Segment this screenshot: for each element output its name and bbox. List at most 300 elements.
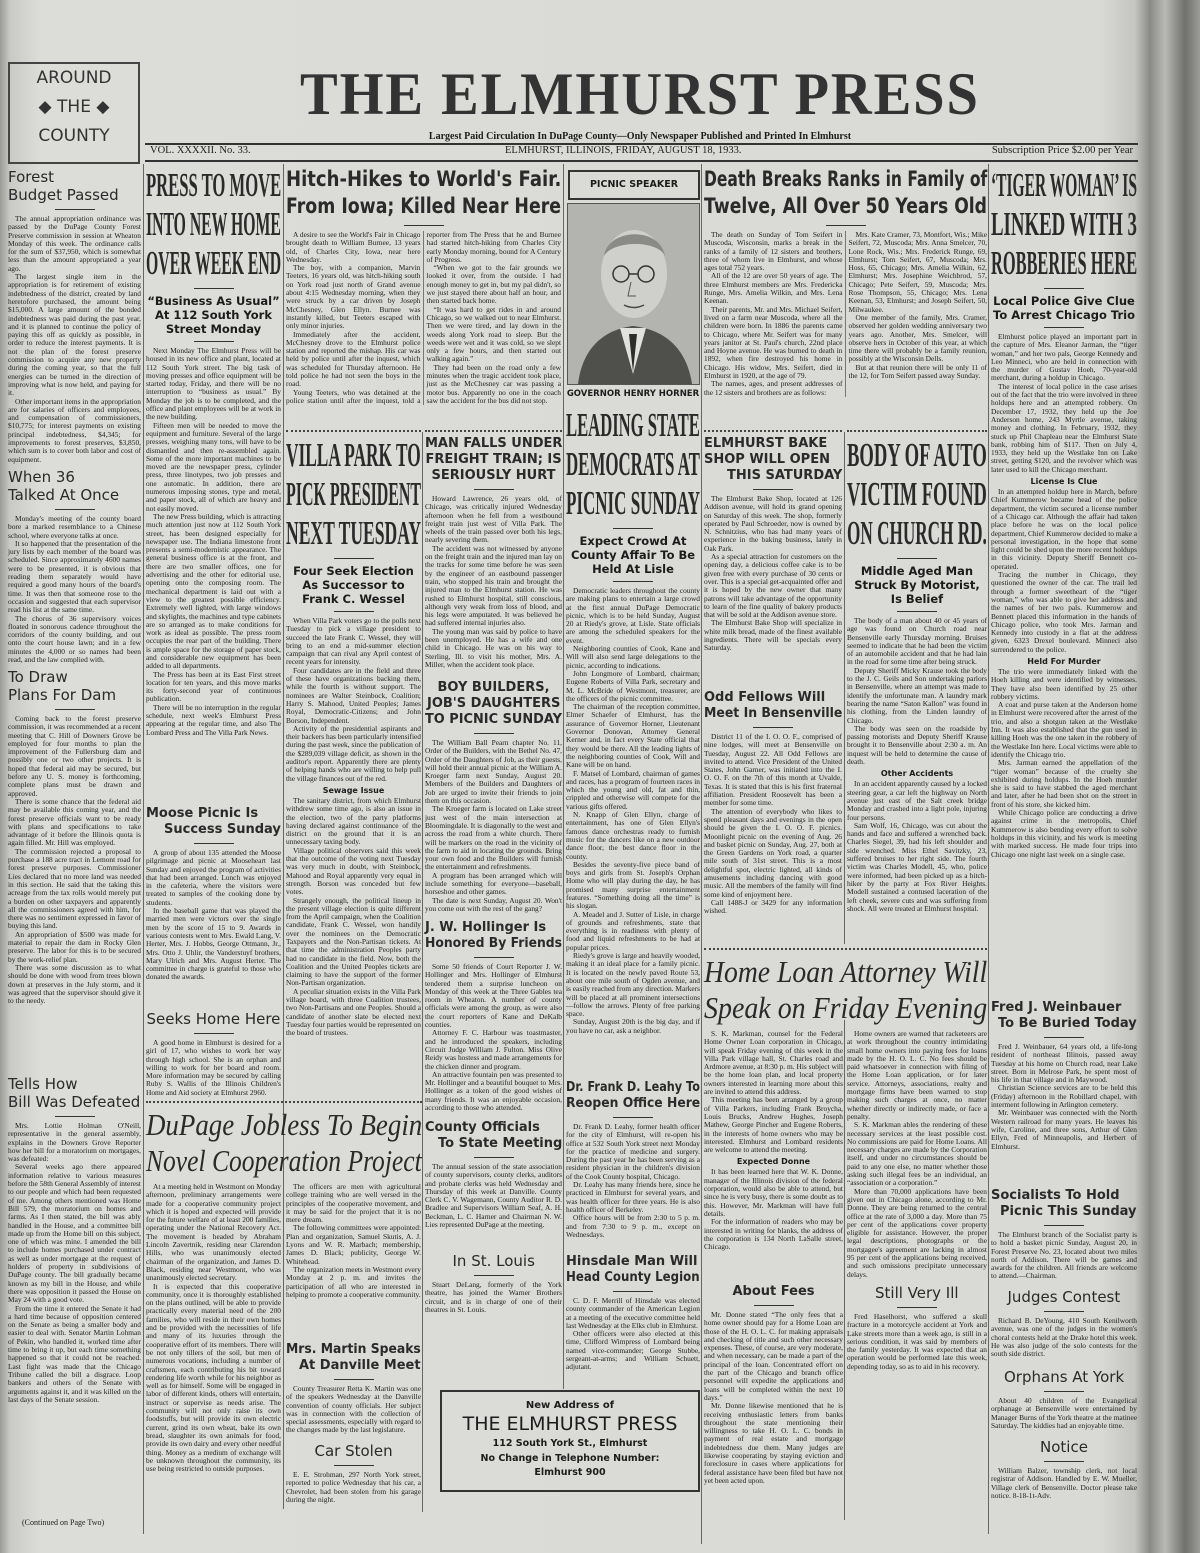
article-boy-builders-picnic (425, 680, 562, 913)
rule-dash (613, 1291, 653, 1292)
rule-dash (194, 341, 234, 342)
paragraph: Activity of the presidential aspirants and their backers has been particularly intensified during the past week, since the publication of the $289,039 village deficit, as shown in the auditor's report. Apparently there are plenty of helping hands who are willing to help pull the village finances out of the red. (286, 723, 421, 783)
headline (146, 166, 281, 283)
headline (146, 1010, 281, 1028)
headline-line: Fred J. Weinbauer (991, 1000, 1122, 1015)
paragraph: S. K. Markman ables the rendering of these necessary services at the least possible cost. No commissions are paid for Home Loans. All necessary charges are made by the Corporation itself, and under no circumstances should be paid to any one else, no matter whether those asking such illegal fees be an individual, an “association or a corporation.” (847, 1120, 987, 1188)
headline-line: Home Loan Attorney Will (704, 954, 988, 989)
paragraph: A peculiar situation exists in the Villa Park village board, with three Coalition trustees, two Non-Partisans and one Peoples. Should a candidate of another slate be elected next Tuesday four parties would be represented on the board of trustees. (286, 986, 421, 1038)
rule-dash (55, 1116, 95, 1117)
paragraph: The boy, with a companion, Marvin Teeters, 16 years old, was hitch-hiking south on York road just north of Grand avenue about 4:15 Wednesday morning, when they were struck by a car driven by Joseph McChesney, Glen Ellyn. Burnee was instantly killed, but Teeters escaped with only minor injuries. (286, 263, 421, 331)
headline (286, 1342, 421, 1374)
paragraph: The William Ball Pearn chapter No. 11, Order of the Builders, with the Bethel No. 47, Order of the Daughters of Job, as their guests, will hold their annual picnic at the William A. Kroeger farm next Sunday, August 20. Members of the Builders and Daughters of Job are urged to invite their friends to join them on this occasion. (425, 738, 562, 806)
paragraph: In an attempted holdup here in March, before Chief Kummerow became head of the police department, the victim secured a license number of a Chicago car. Although the affair had taken place before he was on the local police department, Chief Kummerow decided to make a personal investigation, in the hope that some light could be shed upon the more recent holdups in this vicinity. Deputy Sheriff Bennett co-operated. (991, 487, 1137, 571)
newspaper-title-wrap (300, 60, 980, 128)
paragraph: For the information of readers who may be interested in writing for blanks, the address of the corporation is 134 North LaSalle street, Chicago. (704, 1217, 843, 1252)
rule-dash (1044, 1037, 1084, 1038)
rule-dash (334, 1379, 374, 1380)
headline-line: In St. Louis (452, 1252, 535, 1270)
headline-line: Plans For Dam (8, 686, 117, 704)
photo-caption: GOVERNOR HENRY HORNER (566, 389, 700, 399)
paragraph: The attention of everybody who likes to spend pleasant days and evenings in the open should be given the I. O. O. F. picnics. Moonlight picnic on the evening of Aug. 26 and basket picnic on Sunday, Aug. 27, both at the Green Gardens on York road, a quarter mile south of 31st street. This is a most delightful spot, electric lighted, all kinds of amusements including dancing with good music. All the members of the family will find some kind of enjoyment here. (704, 806, 842, 899)
paragraph: Tracing the number in Chicago, they questioned the owner of the car. The trail led through a former sweetheart of the “tiger woman,” who was able to give her address and the names of her two pals. Kummerow and Bennett placed this information in the hands of Chicago police, who took Mrs. Jarman and Kennedy into custody in a flat at the address given, 6323 Drexel boulevard. Minneci also surrendered to the police. (991, 570, 1137, 654)
article-body (847, 617, 987, 913)
paragraph: An appropriation of $500 was made for material to repair the dam in Rocky Glen preserve. The labor for this is to be secured by the work-relief plan. (8, 929, 141, 964)
article-when-36-talked (8, 468, 141, 664)
paragraph: The date is next Sunday, August 20. Won't you come out with the rest of the gang? (425, 895, 562, 913)
article-body (425, 1163, 562, 1229)
paragraph: But at that reunion there will be only 11 of the 12, for Tom Seifert passed away Sunday. (848, 362, 987, 381)
paragraph: Neighboring counties of Cook, Kane and Will will also send large delegations to the picnic, according to indications. (566, 644, 700, 670)
paragraph: Fifteen men will be needed to move the equipment and furniture. Several of the large presses, weighing many tons, will have to be dismantled and then re-assembled again. Some of the more important machines to be moved are the newspaper press, cylinder press, three linotypes, two job presses and one automatic. In addition, there are numerous imposing stones, type and metal, and paper stock, all of which are heavy and not easily moved. (146, 420, 281, 513)
paragraph: The largest single item in the appropriation is for retirement of existing indebtedness of the district, created by land heretofore purchased, the amount being $15,000. A large amount of the bonded indebtedness was paid during the past year, and it is planned to continue the policy of paying this off as quickly as possible, in order to reduce the interest payments. It is not the plan of the forest preserve commission to acquire any new property during the coming year, so that the full energies can be turned in the direction of improving what is now held, and paying for it. (8, 272, 141, 398)
paragraph: There was some discussion as to what should be done with wood from trees blown down at preserves in the July storm, and it was agreed that the supervisor should give it to the needy. (8, 962, 141, 1006)
paragraph: The annual session of the state association of county supervisors, county clerks, auditors and probate clerks was held Wednesday and Thursday of this week at Danville. County Clerk C. V. Wagemann, County Auditor R. D. Bradlee and Supervisors William Seaf, A. H. Beckman, L. C. Harner and Chairman N. W. Lies represented DuPage at the meeting. (425, 1162, 562, 1230)
headline (425, 436, 562, 484)
article-dr-leahy (566, 1080, 700, 1239)
headline (991, 1368, 1137, 1386)
article-body (704, 733, 842, 916)
headline (991, 166, 1137, 283)
paragraph: Home owners are warned that racketeers are at work throughout the country intimidating small home owners into paying fees for loans made by the H. O. L. C. No fees should be paid whatsoever in connection with filing of the Home Loan application, or for later service. Attorneys, associations, realty and mortgage firms have been warned to stop making such charges at once, no matter whether directly or indirectly made, or face a penalty. (847, 1029, 987, 1121)
paragraph: Mr. Weinbauer was connected with the North Western railroad for many years. He leaves his wife, Caroline, and three sons, Arthur of Glen Ellyn, Fred of Minneapolis, and Herbert of Elmhurst. (991, 1108, 1137, 1151)
headline (8, 668, 141, 704)
paragraph: Sam Wolf, 16, Chicago, was cut about the hands and face and suffered a wrenched back. Charles Siegel, 39, had his left shoulder and side wrenched. Miss Ethel Savitzky, 23, suffered bruises to her right side. The fourth victim was Charles Modell, 45, who, police were informed, had been picked up as a hitch-hiker by the party at Fox River Heights. Modell sustained a contused laceration of the left cheek, severe cuts and was suffering from shock. All were treated at Elmhurst hospital. (847, 820, 987, 913)
article-body (286, 1471, 421, 1504)
paragraph: Attorney F. C. Harbour was toastmaster, and he introduced the speakers, including Circuit Judge William J. Fulton. Miss Olive Reidy was hostess and made arrangements for the chicken dinner and program. (425, 1028, 562, 1071)
headline (8, 1075, 141, 1111)
paragraph: Elmhurst police played an important part in the capture of Mrs. Eleanor Jarman, the “tiger woman,” and her two pals, George Kennedy and Leo Minneci, who are held in connection with the murder of Gustav Hoeh, 70-year-old merchant, during a holdup in Chicago. (991, 332, 1137, 383)
article-body (566, 587, 700, 1035)
article-body (286, 231, 561, 405)
headline-line: LINKED WITH 3 (991, 206, 1137, 243)
article-orphans-at-york (991, 1368, 1137, 1430)
headline-line: Notice (1040, 1438, 1088, 1456)
headline-line: To Be Buried Today (998, 1016, 1137, 1031)
tagline: Largest Paid Circulation In DuPage County—Only Newspaper Published and Printed In Elmhurst (428, 131, 852, 142)
paragraph: The sanitary district, from which Elmhurst withdrew some time ago, is also an issue in the election, two of the party platforms having declared against continuance of the district on the ground that it is an unnecessary taxing body. (286, 795, 421, 847)
rule-dash (334, 611, 374, 612)
article-county-officials (425, 1120, 562, 1229)
article-body (425, 739, 562, 913)
paragraph: The Press has been at its East First street location for ten years, and this move marks its forty-second year of continuous publication. (146, 669, 281, 704)
article-tiger-woman (991, 166, 1137, 859)
headline-line: Hinsdale Man Will (566, 1254, 698, 1269)
article-body (566, 1297, 700, 1372)
headline-line: Still Very Ill (875, 1284, 959, 1302)
paragraph: Dr. Leahy has many friends here, since he practiced in Elmhurst for several years, and was health officer for three years. He is also health officer of Berkeley. (566, 1180, 700, 1214)
headline-line: BOY BUILDERS, (437, 680, 550, 695)
continued-note: (Continued on Page Two) (22, 1518, 105, 1527)
rule-dash (1044, 1461, 1084, 1462)
paragraph: S. K. Markman, counsel for the Federal Home Owner Loan corporation in Chicago, will speak Friday evening of this week in the Villa Park village hall, St. Charles road and Ardmore avenue, at 8:30 p. m. His subject will be the home loan plan, and local property owners interested in learning more about this are invited to attend this address. (704, 1029, 843, 1097)
article-man-falls-under-train (425, 430, 562, 669)
headline-line: NEXT TUESDAY (286, 515, 422, 552)
article-notice (991, 1438, 1137, 1500)
paragraph: About 40 children of the Evangelical orphanage at Bensenville were entertained by Manager Burns of the York theatre at the matinee Saturday. The kiddies had an enjoyable time. (991, 1396, 1137, 1430)
paragraph: The young man was said by police to have been unemployed. He has a wife and one child in Chicago. He was on his way to Sterling, Ill. to visit his mother, Mrs. A. Miller, when the accident took place. (425, 626, 562, 669)
paragraph: John Longmore of Lombard, chairman; Eugene Roberts of Villa Park, secretary and M. L. McBride of Westmont, treasurer, are the officers of the picnic committee. (566, 668, 700, 703)
paragraph: The chorus of 36 supervisory voices floated in sonorous cadence throughout the corridors of the county building, and out onto the court house lawn; and in a few minutes the 4,000 or so names had been read, and the law complied with. (8, 613, 141, 665)
headline-line: THIS SATURDAY (727, 468, 843, 483)
paragraph: Deputy Sheriff Micky Krause took the body to the J. C. Geils and Son undertaking parlors in Bensenville, where an attempt was made to identify the unfortunate man. A laundry mark bearing the name “Saton Kallon” was found in his clothing, from the Linden laundry of Chicago. (847, 665, 987, 725)
paragraph: Mr. Donne stated “The only fees that a home owner should pay for a Home Loan are those of the H. O. L. C. for making appraisals and checking of title and such other necessary expenses. These, of course, are very moderate, and when necessary, can be made a part of the principal of the loan. Concentrated effort on the part of the Chicago and branch office personnel will expedite the applications and loans will be completed within the next 10 days.” (704, 1310, 843, 1402)
article-body (425, 963, 562, 1112)
headline-line: Tells How (8, 1075, 78, 1093)
paragraph: It is expected that this cooperative community, once it is thoroughly established on the plans outlined, will be able to provide practically every material need of the 200 families, who will reside in their own homes and be provided with the necessities of life and many of its luxuries through the cooperative effort of its members. There will be not only tillers of the soil, but men of numerous vocations, including a number of craftsmen, each contributing his bit toward rendering life worth while for his neighbor as well as for himself. Some will be engaged in labor of different kinds, others will entertain, instruct or supervise as needs arise. The community will not only raise its own foodstuffs, but will provide its own electric current, grind its own wheat, bake its own bread, slaughter its own animals for food, provide its own dairy and every other needful thing. Money as a medium of exchange will be unknown throughout the community, its use being restricted to outside purposes. (146, 1281, 281, 1474)
paragraph: In the baseball game that was played the married men were victors over the single men by the score of 15 to 9. Awards in various contests went to Mrs. Ewald Lang, V. Herter, Mrs. J. Hobbs, George Ottmann, Jr., Mrs. Otto J. Uhlir, the Vanderstuyf brothers, Mary Ulrich and Mrs. August Herter. The committee in charge is grateful to those who donated the awards. (146, 906, 281, 982)
article-home-loan-body-right (847, 1030, 987, 1279)
headline-line: To Draw (8, 668, 68, 686)
article-weinbauer-obituary (991, 1000, 1137, 1151)
rule-dash (194, 1033, 234, 1034)
rule-dash (897, 611, 937, 612)
headline-line: ‘TIGER WOMAN’ IS (991, 167, 1137, 204)
paragraph: Coming back to the forest preserve commission, it was recommended at a recent meeting that C. Hill of Downers Grove be employed for four months to plan the improvement of the Fullersburg dam and possibly one or two other projects. It is hoped that federal aid may be secured, but before any U. S. money is forthcoming, complete plans must be drawn and approved. (8, 714, 141, 798)
rule-dash (753, 489, 793, 490)
paragraph: Four candidates are in the field and three of these have organizations backing them, while the fourth is without support. The nominees are Walter Steinbock, Coalition; Harry S. Mahood, United Peoples; James Royal, Democratic-Citizens; and John Borson, Independent. (286, 665, 421, 725)
article-body (991, 1397, 1137, 1430)
subheadline: “Business As Usual” At 112 South York Street Monday (147, 294, 280, 336)
article-moose-picnic (146, 806, 281, 982)
headline-line: OVER WEEK END (146, 245, 282, 282)
rule-dash (474, 1157, 514, 1158)
rule-dash (334, 1465, 374, 1466)
paragraph: The Kroeger farm is located on Lake street just west of the main intersection at Bloomingdale. It is diagonally to the west and across the road from a white church. There will be markers on the road in the vicinity of the farm to aid in locating the grounds. Bring your own food and the Builders will furnish the entertainment and refreshments. (425, 804, 562, 872)
article-home-loan-continued (704, 1284, 843, 1485)
headline (566, 1080, 700, 1112)
column-rule (422, 432, 423, 1512)
article-car-stolen (286, 1442, 421, 1504)
paragraph: C. D. F. Merrill of Hinsdale was elected county commander of the American Legion at a meeting of the executive committee held last Wednesday at the Elks club in Elmhurst. (566, 1296, 700, 1330)
headline (286, 166, 561, 220)
date-line: ELMHURST, ILLINOIS, FRIDAY, AUGUST 18, 1933. (505, 145, 742, 156)
paragraph: Fred Haselhorst, who suffered a skull fracture in a motorcycle accident at York and Lake streets more than a week ago, is still in a serious condition, it was said by members of the family yesterday. It was expected that an operation would be performed late this week, depending today, so as to aid in his recovery. (847, 1312, 987, 1371)
article-body (8, 515, 141, 664)
headline (425, 1120, 562, 1152)
headline-line: Success Sunday (164, 822, 281, 837)
rule-dash (826, 225, 866, 226)
headline-line: Orphans At York (1004, 1368, 1125, 1386)
article-body (8, 1122, 141, 1404)
paragraph: Some 50 friends of Court Reporter J. W. Hollinger and Mrs. Hollinger of Elmhurst tendered them a surprise luncheon on Monday of this week at the Three Gables tea room in Wheaton. A number of county officials were among the group, as were also the court reporters of Kane and DeKalb counties. (425, 962, 562, 1030)
article-home-loan-body-left (704, 1030, 843, 1251)
headline-line: Budget Passed (8, 186, 119, 204)
paragraph: Several weeks ago there appeared information relative to various measures before the 58th General Assembly of interest to our people and which had been requested of me. Among others mentioned was Home Bill 579, the moratorium on homes and farms. As I then stated, the bill was ably handled in the House, and a committee bill made up from the Home bill on this subject, one of which was mine. I amended the bill to include homes purchased under contract as well as under mortgage at the request of holders of property in subdivisions of DuPage county. The bill gradually became known as my bill in the House, and while there was opposition it passed the House on May 24 with a good vote. (8, 1162, 141, 1305)
paragraph: Richard B. DeYoung, 410 South Kenilworth avenue, was one of the judges in the women's choral contests held at the Drake hotel this week. He was also judge of the solo contests for the south side district. (991, 1316, 1137, 1359)
paragraph: A coat and purse taken at the Anderson home in Elmhurst were recovered after the arrest of the trio, and also a shotgun taken at the Westlake Inn. It was also established that the gun used in killing Hoeh was the one taken in the robbery of the Westlake Inn here. Local victims were able to identify the Chicago trio. (991, 700, 1137, 759)
paragraph: The death on Sunday of Tom Seifert in Muscoda, Wisconsin, marks a break in the ranks of a family of 12 sisters and brothers, three of whom live in Elmhurst, and whose ages total 752 years. (704, 230, 843, 273)
paragraph: A. Meadel and J. Sutter of Lisle, in charge of grounds and refreshments, state that everything is in readiness with plenty of food and liquid refreshments to be had at popular prices. (566, 909, 700, 952)
paragraph: It has been learned here that W. K. Donne, manager of the Illinois division of the federal corporation, would also be able to attend, but since he is very busy, there is some doubt as to this. However, Mr. Markman will have full details. (704, 1167, 843, 1218)
rule-dash (55, 509, 95, 510)
headline (847, 1284, 987, 1302)
rule-dash (897, 558, 937, 559)
article-body (704, 1030, 843, 1251)
paragraph: Young Teeters, who was detained at the police station until after the inquest, told a reporter from The Press that he and Burnee had started hitch-hiking from Charles City early Monday morning, bound for A Century of Progress. (286, 230, 561, 405)
rule-dash (613, 528, 653, 529)
article-forest-budget (8, 168, 141, 464)
paragraph: The names, ages, and present addresses of the 12 sisters and brothers are as follows: (704, 379, 843, 397)
article-seeks-home (146, 1010, 281, 1097)
paragraph: The Elmhurst Bake Shop will specialize in white milk bread, made of the finest available ingredients. There will be specials every Saturday. (704, 618, 842, 653)
column-rule (988, 164, 989, 1534)
masthead-rule (145, 160, 1138, 162)
paragraph: Fred J. Weinbauer, 64 years old, a life-long resident of northeast Illinois, passed away Tuesday at his home on Church road, near Lake street. Born in Melrose Park, he spent most of his life in that village and in Maywood. (991, 1042, 1137, 1085)
paragraph: There will be no interruption in the regular schedule, next week's Elmhurst Press appearing at the regular time, and also The Lombard Press and The Villa Park News. (146, 702, 281, 737)
paragraph: It so happened that the presentation of the jury lists by each member of the board was scheduled. Since approximately 4600 names were to be presented, it is obvious that reading them separately would have required a good many hours of the board's time. It was then that someone rose to the occasion and suggested that each supervisor read his list at the same time. (8, 538, 141, 615)
headline-line: BODY OF AUTO (847, 437, 987, 474)
article-body-of-auto-victim (847, 430, 987, 913)
headline-line: LEADING STATE (566, 407, 700, 444)
portrait-image (568, 204, 699, 384)
picnic-speaker-label: PICNIC SPEAKER (568, 170, 700, 200)
article-body (704, 495, 842, 653)
headline-line: County Officials (425, 1120, 540, 1135)
paragraph: This meeting has been arranged by a group of Villa Parkers, including Frank Broycha, Louis Brucks, Andrew Hughes, Joseph Mathew, George Pincher and Eugene Roberts, in the interests of home owners who may be interested. Elmhurst and Lombard residents are welcome to attend the meeting. (704, 1095, 843, 1155)
headline-line: Talked At Once (8, 486, 120, 504)
paragraph: One member of the family, Mrs. Cramer, observed her golden wedding anniversary two years ago. Another, Mrs. Smelcer, will observe hers in October of this year, at which time there will probably be a family reunion, possibly at the Wisconsin Dells. (848, 312, 987, 364)
headline-line: ON CHURCH RD. (847, 515, 987, 552)
article-body (704, 231, 987, 397)
headline (991, 1438, 1137, 1456)
paragraph: The annual appropriation ordinance was passed by the DuPage County Forest Preserve commission in session at Wheaton Monday of this week. The ordinance calls for the sum of $37,950, which is somewhat less than the amount appropriated a year ago. (8, 214, 141, 273)
article-odd-fellows (704, 690, 842, 916)
new-address-street: 112 South York St., Elmhurst (492, 1438, 648, 1449)
paragraph: More than 70,000 applications have been given out in Chicago alone, according to Mr. Donne. They are being returned to the central office at the rate of 3,000 a day. More than 75 per cent of the applications cover property eligible for assistance. However, the proper legal descriptions, photographs or the mortgagee's agreement are lacking in almost 95 per cent of the applications being received, and such omissions precipitate unnecessary delays. (847, 1186, 987, 1279)
subscription-price: Subscription Price $2.00 per Year (991, 145, 1133, 156)
subheadline: Middle Aged Man Struck By Motorist, Is Belief (854, 564, 980, 606)
headline-line: When 36 (8, 468, 75, 486)
section-heading: Other Accidents (880, 769, 954, 779)
headline-line: Speak on Friday Evening (704, 990, 988, 1025)
headline-line: ELMHURST BAKE (704, 436, 828, 451)
paragraph: Democratic leaders throughout the county are making plans to entertain a large crowd at the first annual DuPage Democratic picnic, which is to be held Sunday, August 20 at Riedy's grove, at Lisle. State officials are among the scheduled speakers for the event. (566, 586, 700, 645)
headline (286, 436, 421, 553)
paragraph: The chairman of the reception committee, Elmer Schaefer of Elmhurst, has the assurance of Governor Horner, Lieutenant Governor Donovan, Attorney General Kerner and, in fact every State official that they would be there. All the leading lights of the neighboring counties of Cook, Will and Kane will be on hand. (566, 702, 700, 770)
rule-dash (474, 1275, 514, 1276)
paragraph: Immediately after the accident, McChesney drove to the Elmhurst police station and reported the mishap. His car was held by police until after the inquest, which was scheduled for Thursday afternoon. He told police he had not seen the boys in the road. (286, 329, 421, 389)
article-mrs-martin-speaks (286, 1342, 421, 1435)
new-address-title: THE ELMHURST PRESS (462, 1413, 678, 1435)
article-body (704, 1311, 843, 1485)
corner-box-word: THE (57, 97, 91, 117)
rule-dash (474, 489, 514, 490)
headline (566, 1254, 700, 1286)
paragraph: Mrs. Lottie Holman O'Neill, representative in the general assembly, explains in the Downers Grove Reporter how her bill for a moratorium on mortgages, was defeated: (8, 1121, 141, 1164)
article-body (991, 333, 1137, 859)
new-address-phone-label: No Change in Telephone Number: (480, 1453, 660, 1464)
headline (704, 166, 987, 220)
dateline-row (150, 145, 1133, 158)
headline (146, 1107, 422, 1179)
paragraph: Monday's meeting of the county board bore a marked resemblance to a Chinese school, where everyone talks at once. (8, 514, 141, 540)
column-rule (844, 1020, 845, 1520)
paragraph: William Balzer, township clerk, not local registrar of Addison. Handled by E. W. Mueller, Village clerk of Bensenville. Doctor please take notice. 8-18-1t-Adv. (991, 1466, 1137, 1500)
headline (425, 680, 562, 728)
headline-line: JOB'S DAUGHTERS (427, 696, 561, 711)
article-body (286, 1183, 421, 1299)
headline-line: J. W. Hollinger Is (425, 920, 547, 935)
paragraph: Christian Science services are to be held this (Friday) afternoon in the Robillard chapel, with interment following in Arlington cemetery. (991, 1083, 1137, 1110)
article-in-st-louis (425, 1252, 562, 1314)
column-rule (844, 432, 845, 944)
headline-line: To State Meeting (438, 1136, 563, 1151)
rule-dash (474, 733, 514, 734)
article-body (425, 495, 562, 669)
paragraph: Mrs. Jarman earned the appellation of the “tiger woman” because of the cruelty she exhibited during holdups. In the Hoeh murder she is said to have stabbed the aged merchant and later, after he had been shot on the street in front of his store, she kicked him. (991, 758, 1137, 809)
article-body (991, 1231, 1137, 1281)
headline-line: Picnic This Sunday (1000, 1204, 1137, 1219)
headline-line: SERIOUSLY HURT (431, 468, 556, 483)
new-address-line: New Address of (525, 1400, 615, 1411)
article-body (286, 617, 421, 1038)
paragraph: There is some chance that the federal aid may be available this coming year, and the forest preserve officials want to be ready with plans and specifications to take advantage of it before the Illinois quota is again filled. Mr. Hill was employed. (8, 796, 141, 848)
corner-box-line: AROUND (36, 68, 112, 88)
article-body (991, 1317, 1137, 1358)
article-press-to-move (146, 166, 281, 737)
article-body (847, 1030, 987, 1279)
headline (991, 1188, 1137, 1220)
rule-dash (1044, 1311, 1084, 1312)
headline-line: Death Breaks Ranks in Family of (704, 167, 988, 191)
rule-dash (753, 727, 793, 728)
around-the-county-box (8, 62, 140, 164)
headline-line: VILLA PARK TO (286, 437, 421, 474)
paragraph: Office hours will be from 2:30 to 5 p. m. and from 7:30 to 9 p. m., except on Wednesdays. (566, 1213, 700, 1239)
headline-line: Seeks Home Here (146, 1010, 281, 1028)
rule-dash (897, 1307, 937, 1308)
paragraph: County Treasurer Retta K. Martin was one of the speakers Wednesday at the Danville convention of county officials. Her subject was in connection with the collection of special assessments, especially with regard to the changes made by the last legislature. (286, 1384, 421, 1435)
paragraph: The following committees were appointed: Plan and organization, Samuel Skutis, A. J. Lyons and W. R. Marbach; membership, James D. Black; publicity, George W. Whitehead. (286, 1223, 421, 1266)
new-address-notice (440, 1390, 700, 1492)
paragraph: Mr. Donne likewise mentioned that he is receiving enthusiastic letters from banks throughout the state mentioning their willingness to take H. O. L. C. bonds in payment of real estate and mortgage indebtedness due them. Many judges are likewise cooperating by staying eviction and foreclosure in cases where applications for federal assistance have been filed but have not yet been acted upon. (704, 1401, 843, 1485)
article-body (8, 215, 141, 464)
article-hitch-hikes (286, 166, 561, 405)
headline-line: Dr. Frank D. Leahy To (566, 1080, 700, 1095)
headline-line: ROBBERIES HERE (991, 245, 1138, 282)
paragraph: Other officers were also elected at this time, Clifford Wimpress of Lombard being named vice-commander; George Stubbe, sergeant-at-arms; and William Schuett, adjutant. (566, 1329, 700, 1372)
headline-line: Forest (8, 168, 55, 186)
headline-line: About Fees (732, 1284, 815, 1299)
headline (566, 406, 700, 523)
headline-line: Novel Cooperation Project (146, 1143, 422, 1178)
article-villa-park (286, 430, 421, 1038)
paragraph: A group of about 135 attended the Moose pilgrimage and picnic at Mooseheart last Sunday and enjoyed the program of activities that had been arranged. Lunch was enjoyed in the cafeteria, where the visitors were treated to samples of the cooking done by students. (146, 848, 281, 907)
headline-line: Hitch-Hikes to World's Fair. (286, 167, 562, 191)
paragraph: “It was hard to get rides in and around Chicago, so we walked out to near Elmhurst. Then we were tired, and lay down in the weeds along York road to sleep. But the weeds were wet and it was cold, so we slept only a few hours, and then started out walking again.” (426, 304, 561, 364)
section-heading: Sewage Issue (322, 785, 385, 795)
article-still-very-ill (847, 1284, 987, 1371)
article-body (425, 1281, 562, 1314)
column-rule (143, 164, 144, 1534)
article-body (146, 1183, 281, 1473)
headline-line: TO PICNIC SUNDAY (425, 712, 562, 727)
headline (8, 168, 141, 204)
article-body (146, 347, 281, 737)
paragraph: Strangely enough, the political lineup in the present village election is quite different from the April campaign, when the Coalition candidate, Frank C. Wessel, won handily over the nominees on the Democratic Taxpayers and the Non-Partisan tickets. At that time the administration Peoples party had no candidate in the field. Now, both the Coalition and the United Peoples tickets are claiming to have the support of the former Non-Partisan organization. (286, 895, 421, 988)
article-body (8, 715, 141, 1005)
paragraph: Sunday, August 20th is the big day, and if you have no car, ask a neighbor. (566, 1017, 700, 1035)
rule-dash (1044, 288, 1084, 289)
article-judges-contest (991, 1288, 1137, 1358)
article-dupage-jobless-body-left (146, 1183, 281, 1473)
article-leading-democrats (566, 406, 700, 1035)
section-heading: License Is Clue (1030, 477, 1098, 487)
headline-line: At Danville Meet (299, 1358, 421, 1373)
section-heading: Expected Donne (736, 1157, 811, 1167)
paragraph: The body was seen on the roadside by passing motorists and Deputy Sheriff Krause brought it to Bensenville about 2:30 a. m. An inquest will be held to determine the cause of death. (847, 723, 987, 767)
rule-dash (404, 225, 444, 226)
headline-line: Judges Contest (1007, 1288, 1121, 1306)
headline-line: PRESS TO MOVE (146, 167, 282, 204)
section-heading: Held For Murder (1027, 656, 1101, 666)
paragraph: Other important items in the appropriation are for salaries of officers and employees, and compensation of commissioners, $10,775; for interest payments on existing principal indebtedness, $4,345; for improvements to forest preserves, $3,850, which sum is to cover both labor and cost of equipment. (8, 396, 141, 464)
headline-line: DuPage Jobless To Begin (146, 1107, 423, 1142)
article-home-loan-headline (704, 948, 987, 1026)
headline-line: Moose Picnic Is (146, 806, 259, 821)
article-body (146, 849, 281, 982)
rule-dash (55, 709, 95, 710)
column-rule (563, 164, 564, 1389)
paragraph: E. E. Strohman, 297 North York street, reported to police Wednesday that his car, a Chevrolet, had been stolen from his garage during the night. (286, 1470, 421, 1504)
paragraph: The commission rejected a proposal to purchase a 188 acre tract in Lemont road for forest preserve purposes. Commissioner Lies declared that no more land was needed in this section. He said that the taking this acreage from the tax rolls would merely put a burden on other taxpayers and apparently all the commissioners agreed with him, for there was no sentiment expressed in favor of buying this land. (8, 846, 141, 931)
paragraph: Call 1488-J or 3429 for any information wished. (704, 897, 842, 916)
paragraph: They had been on the road only a few minutes when the tragic accident took place, just as the McChesney car was passing a motor bus. Apparently no one in the coach saw the accident for the bus did not stop. (426, 362, 561, 405)
paragraph: When Villa Park voters go to the polls next Tuesday to pick a village president to succeed the late Frank C. Wessel, they will bring to an end a mid-summer election campaign that can rival any April contest of recent years for intensity. (286, 616, 421, 667)
rule-dash (1044, 1391, 1084, 1392)
paragraph: A desire to see the World's Fair in Chicago brought death to William Burnee, 13 years old, of Charles City, Iowa, near here Wednesday. (286, 230, 421, 264)
article-hollinger-honored (425, 920, 562, 1112)
paragraph: A good home in Elmhurst is desired for a girl of 17, who wishes to work her way through high school. She is an orphan and willing to work for her board and room. More information may be secured by calling Ruby S. Wallis of the Illinois Children's Home and Aid society at Elmhurst 2960. (146, 1038, 281, 1097)
paragraph: An attractive fountain pen was presented to Mr. Hollinger and a beautiful bouquet to Mrs. Hollinger as a token of the good wishes of many friends. It was an enjoyable occasion, according to those who attended. (425, 1069, 562, 1113)
paragraph: Dr. Frank D. Leahy, former health officer for the city of Elmhurst, will re-open his office at 532 South York street next Monday for the practice of medicine and surgery. During the past year he has been serving as a resident physician in the children's division of the Cook County hospital, Chicago. (566, 1122, 700, 1181)
article-body (991, 1043, 1137, 1151)
headline (425, 920, 562, 952)
headline-line: PICNIC SUNDAY (566, 485, 700, 522)
rule-dash (474, 957, 514, 958)
headline-line: PICK PRESIDENT (286, 476, 422, 513)
headline (704, 690, 842, 722)
headline (8, 468, 141, 504)
headline (991, 1288, 1137, 1306)
paragraph: The new Press building, which is attracting much attention just now at 112 South York street, has been designed especially for newspaper use. The Indiana limestone front presents a semi-modernistic appearance. The general business office is at the front, and there are two smaller offices, one for advertising and the other for editorial use, opening onto the composing room. The mechanical department is laid out with a view to the greatest possible efficiency. Extremely well lighted, with large windows and skylights, the machines and type cabinets are so arranged as to make conditions for work as ideal as possible. The press room occupies the rear part of the building. There is ample space for the storage of paper stock, and considerable new equipment has been added to all departments. (146, 511, 281, 671)
paragraph: Mrs. Kate Cramer, 73, Montfort, Wis.; Mike Seifert, 72, Muscoda; Mrs. Anna Smelcer, 70, Lone Rock, Wis.; Mrs. Frederick Runge, 69, Elmhurst; Tom Seifert, 67, Muscoda; Mrs. Hoss, 65, Chicago; Mrs. Amelia Wilkin, 62, Elmhurst; Mrs. Josephine Weichbrod, 57, Chicago; Pete Seifert, 59, Muscoda; Mrs. Rose Thompson, 55, Chicago; Mrs. Lena Keenan, 53, Elmhurst; and Joseph Seifert, 50, Milwaukee. (848, 230, 987, 314)
article-death-breaks-ranks (704, 166, 987, 397)
headline-line: Socialists To Hold (991, 1188, 1120, 1203)
headline-line: Head County Legion (566, 1270, 700, 1285)
subheadline: Expect Crowd At County Affair To Be Held At Lisle (570, 534, 696, 576)
headline (286, 1442, 421, 1460)
rule-dash (334, 558, 374, 559)
paragraph: The officers are men with agricultural college training who are well versed in the principles of the cooperative movement, and it may be said for the project that it is no mere dream. (286, 1182, 421, 1225)
article-hinsdale-legion (566, 1254, 700, 1372)
article-plans-for-dam (8, 668, 141, 1005)
headline-line: Reopen Office Here (566, 1096, 701, 1111)
article-body (991, 1467, 1137, 1500)
headline-line: Honored By Friends (425, 936, 562, 951)
paragraph: N. Knapp of Glen Ellyn, charge of entertainment, has one of Glen Ellyn's famous dance orchestras ready to furnish music for the dancers like on a new outdoor dance floor, the best dance floor in the county. (566, 810, 700, 861)
headline-line: FREIGHT TRAIN; IS (425, 452, 562, 467)
paragraph: The Elmhurst Bake Shop, located at 126 Addison avenue, will hold its grand opening on Saturday of this week. The shop, formerly operated by Paul Schroeder, now is owned by N. Schnitzius, who has had many years of experience in the baking business, lately in Oak Park. (704, 494, 842, 553)
rule-dash (613, 1117, 653, 1118)
headline-line: Meet In Bensenville (704, 706, 843, 721)
rule-dash (1044, 327, 1084, 328)
headline-line: Bill Was Defeated (8, 1093, 141, 1111)
headline (704, 436, 842, 484)
rule-dash (55, 209, 95, 210)
paragraph: In an accident apparently caused by a locked steering gear, a car left the highway on North avenue just east of the Salt creek bridge Monday and crashed into a light pole, injuring four persons. (847, 779, 987, 822)
